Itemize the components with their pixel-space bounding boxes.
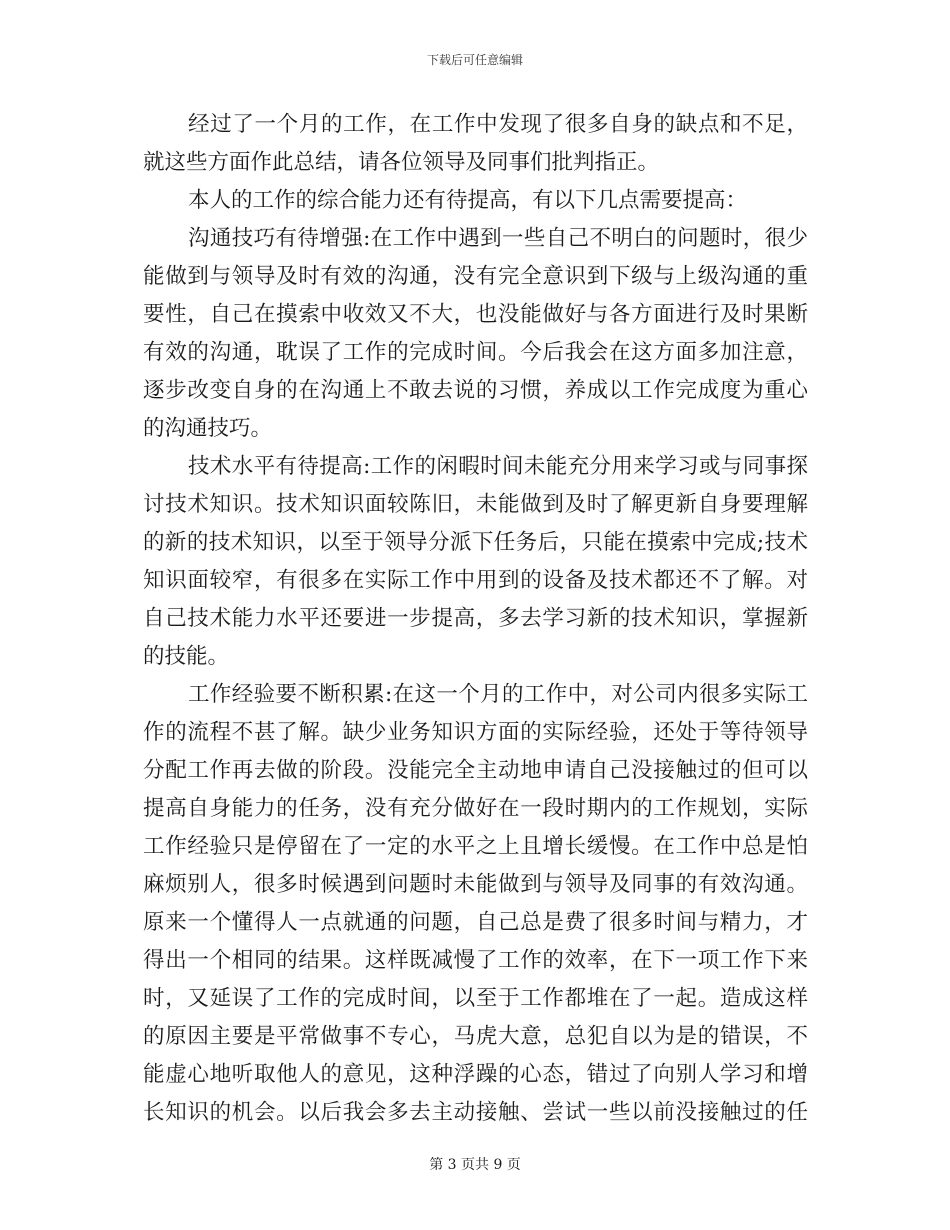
text-line: 得出一个相同的结果。这样既减慢了工作的效率，在下一项工作下来	[143, 948, 808, 973]
text-line: 的原因主要是平常做事不专心，马虎大意，总犯自以为是的错误，不	[143, 1024, 808, 1049]
text-line: 提高自身能力的任务，没有充分做好在一段时期内的工作规划，实际	[143, 796, 808, 821]
page-header-note: 下载后可任意编辑	[426, 53, 523, 67]
page-number-footer: 第 3 页共 9 页	[429, 1157, 521, 1173]
text-line: 沟通技巧有待增强:在工作中遇到一些自己不明白的问题时，很少	[188, 226, 808, 251]
text-line: 长知识的机会。以后我会多去主动接触、尝试一些以前没接触过的任	[143, 1100, 808, 1125]
paragraph-communication	[143, 220, 808, 448]
text-line: 自己技术能力水平还要进一步提高，多去学习新的技术知识，掌握新	[143, 606, 808, 631]
paragraph-experience	[143, 676, 808, 1132]
text-line: 的沟通技巧。	[143, 416, 273, 441]
text-line: 工作经验只是停留在了一定的水平之上且增长缓慢。在工作中总是怕	[143, 834, 808, 859]
text-line: 作的流程不甚了解。缺少业务知识方面的实际经验，还处于等待领导	[143, 720, 808, 745]
paragraph-intro	[143, 106, 808, 182]
text-line: 工作经验要不断积累:在这一个月的工作中，对公司内很多实际工	[188, 682, 808, 707]
text-line: 原来一个懂得人一点就通的问题，自己总是费了很多时间与精力，才	[143, 910, 808, 935]
text-line: 的新的技术知识，以至于领导分派下任务后，只能在摸索中完成;技术	[143, 530, 808, 555]
text-line: 经过了一个月的工作，在工作中发现了很多自身的缺点和不足，	[188, 112, 808, 137]
text-line: 的技能。	[143, 644, 230, 669]
text-line: 本人的工作的综合能力还有待提高，有以下几点需要提高：	[188, 188, 748, 213]
paragraph-summary	[143, 182, 808, 220]
text-line: 时，又延误了工作的完成时间，以至于工作都堆在了一起。造成这样	[143, 986, 808, 1011]
text-line: 要性，自己在摸索中收效又不大，也没能做好与各方面进行及时果断	[143, 302, 808, 327]
text-line: 知识面较窄，有很多在实际工作中用到的设备及技术都还不了解。对	[143, 568, 808, 593]
text-line: 技术水平有待提高:工作的闲暇时间未能充分用来学习或与同事探	[188, 454, 808, 479]
text-line: 能做到与领导及时有效的沟通，没有完全意识到下级与上级沟通的重	[143, 264, 808, 289]
text-line: 能虚心地听取他人的意见，这种浮躁的心态，错过了向别人学习和增	[143, 1062, 808, 1087]
text-line: 逐步改变自身的在沟通上不敢去说的习惯，养成以工作完成度为重心	[143, 378, 808, 403]
document-body	[143, 106, 808, 1132]
text-line: 就这些方面作此总结，请各位领导及同事们批判指正。	[143, 150, 660, 175]
text-line: 麻烦别人，很多时候遇到问题时未能做到与领导及同事的有效沟通。	[143, 872, 808, 897]
text-line: 分配工作再去做的阶段。没能完全主动地申请自己没接触过的但可以	[143, 758, 808, 783]
paragraph-technical	[143, 448, 808, 676]
text-line: 讨技术知识。技术知识面较陈旧，未能做到及时了解更新自身要理解	[143, 492, 808, 517]
text-line: 有效的沟通，耽误了工作的完成时间。今后我会在这方面多加注意，	[143, 340, 808, 365]
